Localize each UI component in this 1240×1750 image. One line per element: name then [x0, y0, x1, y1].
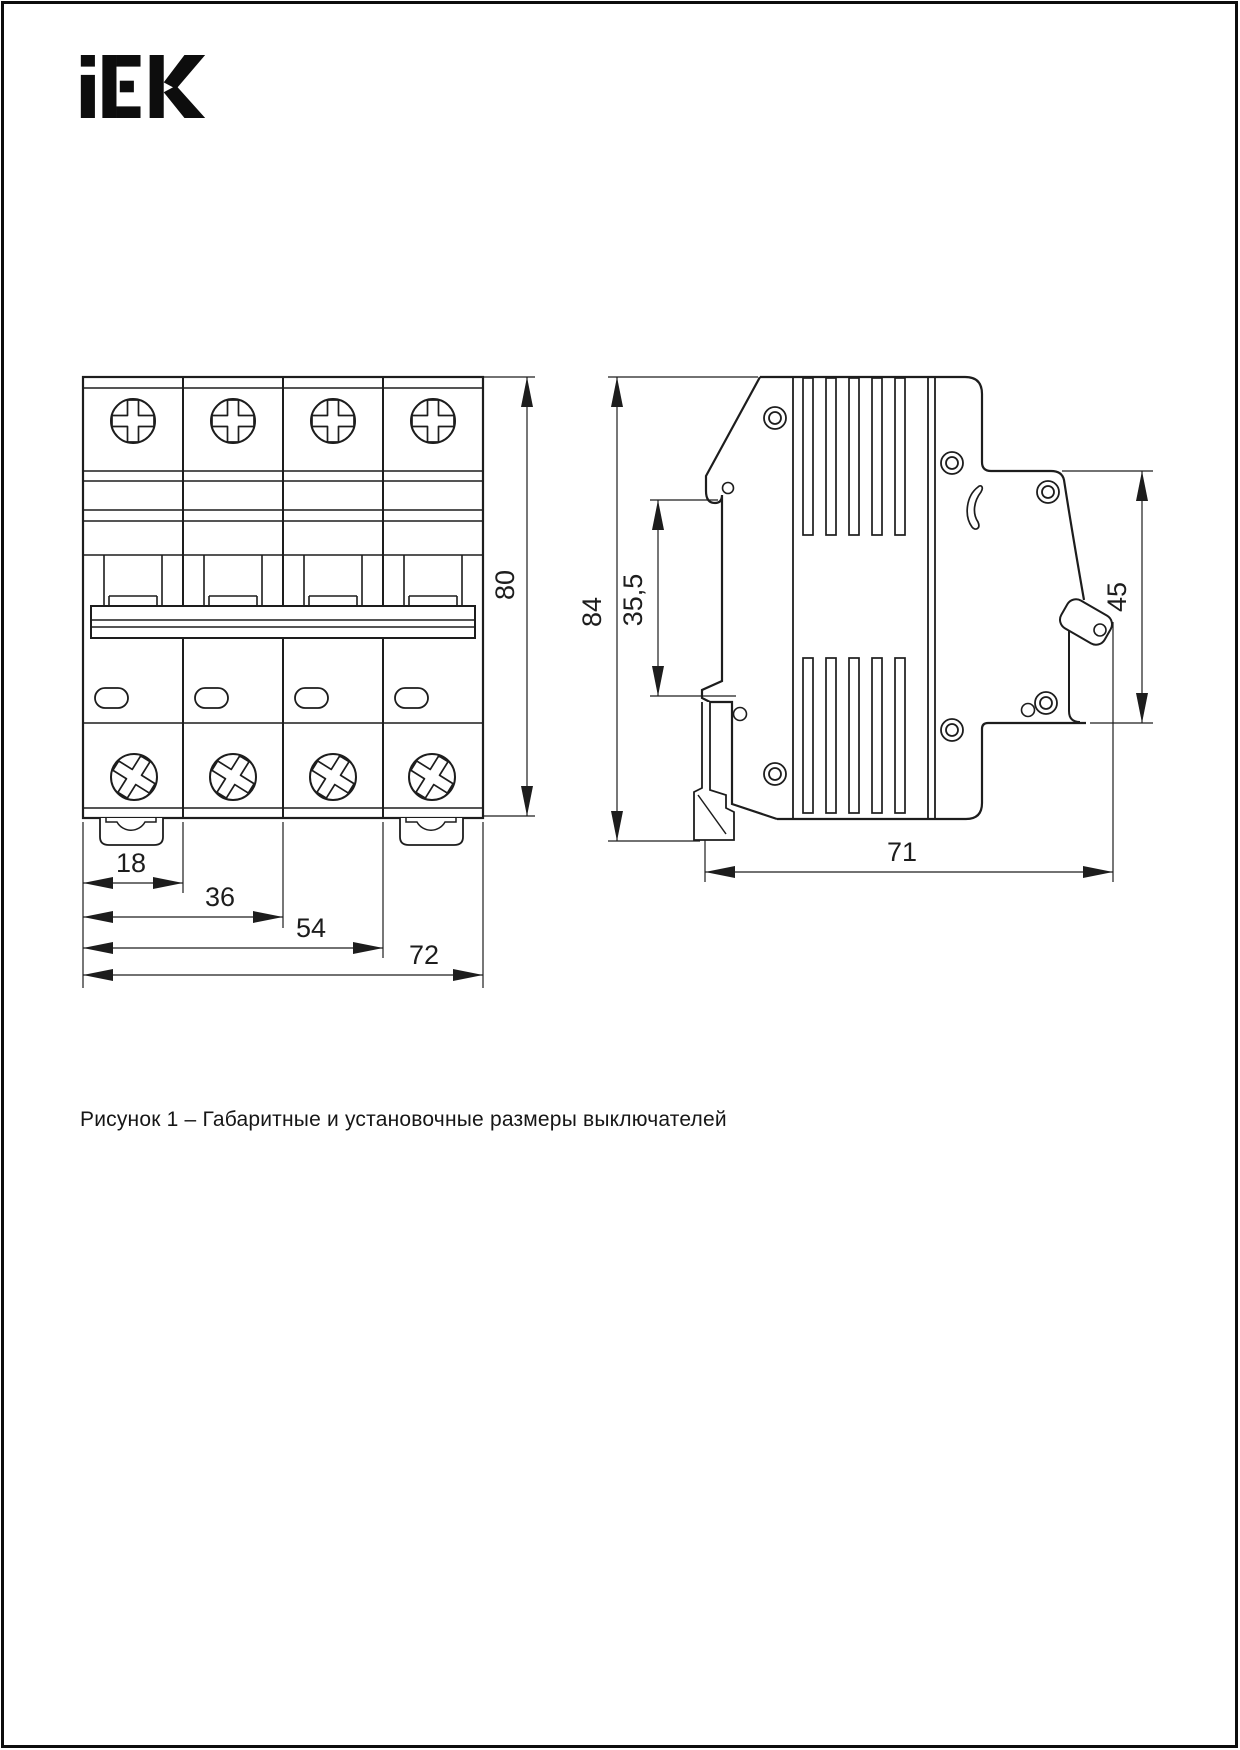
vent-slot — [826, 658, 836, 813]
dim-label-71: 71 — [886, 837, 918, 867]
window-oval — [195, 688, 228, 708]
vent-slot — [826, 378, 836, 535]
toggle-rod-edge — [1069, 630, 1080, 722]
dim-label-35-5: 35,5 — [618, 573, 648, 627]
vent-slot — [849, 658, 859, 813]
dim-label-72: 72 — [408, 940, 440, 970]
dim-label-84: 84 — [577, 596, 607, 628]
curved-slot — [967, 486, 982, 529]
vent-slot — [803, 378, 813, 535]
front-view-drawing — [83, 377, 483, 845]
window-oval — [395, 688, 428, 708]
vent-slot — [895, 658, 905, 813]
window-oval — [95, 688, 128, 708]
pin-hole — [734, 708, 747, 721]
pin-hole — [723, 483, 734, 494]
window-oval — [295, 688, 328, 708]
dim-label-54: 54 — [295, 913, 327, 943]
dim-label-45: 45 — [1102, 581, 1132, 613]
vent-slots-bottom — [803, 658, 905, 813]
side-outline-back — [702, 377, 777, 819]
side-outline-bottom — [777, 723, 1086, 819]
rib-block-edges — [793, 377, 935, 819]
vent-slot — [849, 378, 859, 535]
pin-hole — [1022, 704, 1035, 717]
vent-slot — [895, 378, 905, 535]
dim-label-80: 80 — [490, 569, 520, 601]
side-view-drawing — [694, 377, 1116, 882]
tie-bar — [91, 606, 475, 638]
dim-label-18: 18 — [115, 848, 147, 878]
din-rail-clip — [694, 702, 734, 840]
vent-slot — [872, 658, 882, 813]
vent-slot — [803, 658, 813, 813]
vent-slot — [872, 378, 882, 535]
dim-label-36: 36 — [204, 882, 236, 912]
vent-slots-top — [803, 378, 905, 535]
figure-caption: Рисунок 1 – Габаритные и установочные размеры выключателей — [80, 1108, 727, 1131]
latch-hole — [1094, 624, 1106, 636]
